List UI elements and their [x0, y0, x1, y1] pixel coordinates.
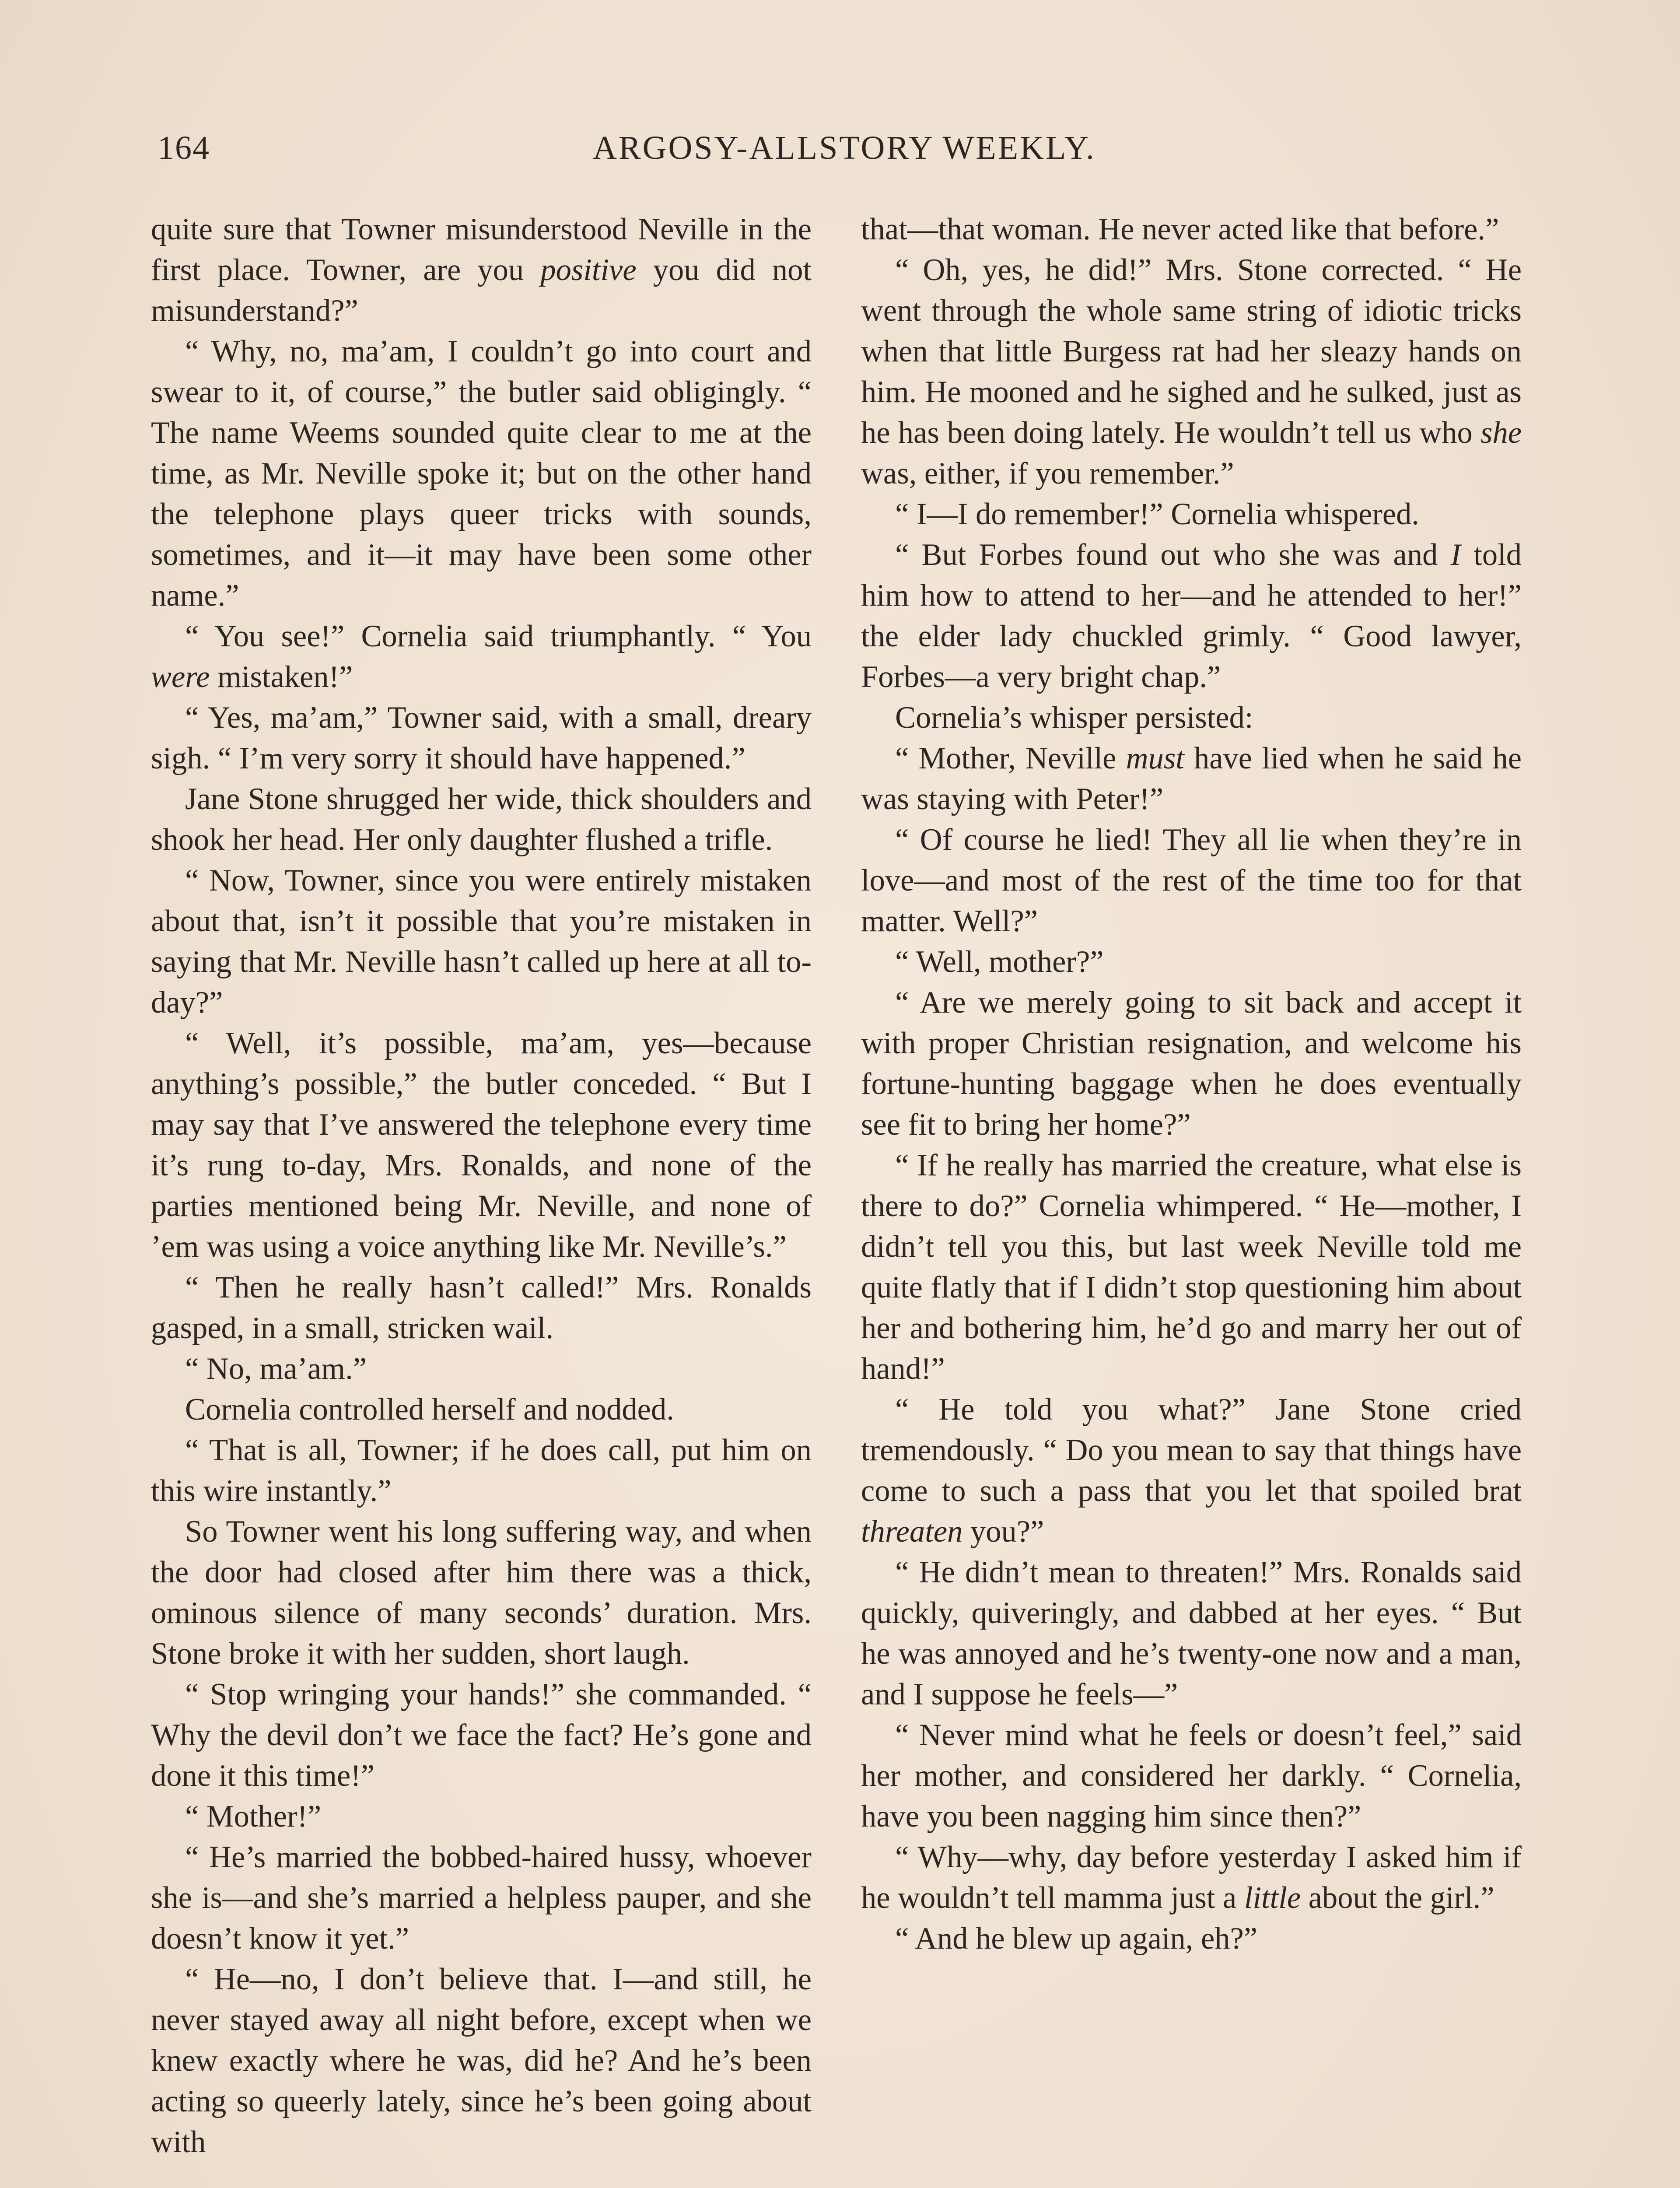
paragraph: [151, 779, 812, 860]
text-run: “ Why—why, day before yesterday I asked him if he wouldn’t tell mamma just a: [861, 1840, 1522, 1915]
italic-text: I: [1450, 538, 1461, 572]
paragraph: [151, 1796, 812, 1837]
text-run: was, either, if you remember.”: [861, 456, 1234, 491]
running-title: ARGOSY-ALLSTORY WEEKLY.: [593, 130, 1096, 166]
text-run: Jane Stone shrugged her wide, thick shoulders and shook her head. Her only daughter flushed a trifle.: [151, 782, 812, 857]
text-run: “ Stop wringing your hands!” she commanded. “ Why the devil don’t we face the fact? He’s gone and done it this time!”: [151, 1677, 812, 1793]
paragraph: [861, 1552, 1522, 1715]
text-run: “ If he really has married the creature, what else is there to do?” Cornelia whimpered. “ He—mother, I didn’t tell you this, but last week Neville told me quite flatly that if I didn’t stop questioning him about her and bothering him, he’d go and marry her out of hand!”: [861, 1148, 1522, 1386]
paragraph: [151, 1511, 812, 1674]
text-run: you did not misunderstand?”: [151, 253, 812, 328]
text-run: “ Of course he lied! They all lie when they’re in love—and most of the rest of the time too for that matter. Well?”: [861, 823, 1522, 938]
text-run: “ Well, mother?”: [895, 945, 1104, 979]
text-run: Cornelia controlled herself and nodded.: [185, 1392, 674, 1427]
text-run: “ Oh, yes, he did!” Mrs. Stone corrected. “ He went through the whole same string of idiotic tricks when that little Burgess rat had her sleazy hands on him. He mooned and he sighed and he sulked, just as he has been doing lately. He wouldn’t tell us who: [861, 253, 1522, 450]
paragraph: [861, 820, 1522, 942]
text-run: “ Never mind what he feels or doesn’t feel,” said her mother, and considered her darkly. “ Cornelia, have you been nagging him since then?”: [861, 1718, 1522, 1834]
paragraph: [861, 1837, 1522, 1918]
paragraph: [151, 1267, 812, 1349]
paragraph: [151, 1349, 812, 1389]
right-text-column: [861, 209, 1522, 1959]
paragraph: [151, 860, 812, 1023]
text-run: Cornelia’s whisper persisted:: [895, 701, 1253, 735]
text-run: “ Then he really hasn’t called!” Mrs. Ronalds gasped, in a small, stricken wail.: [151, 1270, 812, 1345]
italic-text: positive: [540, 253, 637, 287]
text-run: “ Yes, ma’am,” Towner said, with a small, dreary sigh. “ I’m very sorry it should have happened.”: [151, 701, 812, 775]
paragraph: [861, 942, 1522, 982]
italic-text: she: [1480, 416, 1522, 450]
paragraph: [861, 250, 1522, 494]
paragraph: [861, 698, 1522, 738]
text-run: “ No, ma’am.”: [185, 1352, 367, 1386]
paragraph: [151, 331, 812, 616]
text-run: “ He told you what?” Jane Stone cried tremendously. “ Do you mean to say that things have come to such a pass that you let that spoiled brat: [861, 1392, 1522, 1508]
text-run: “ I—I do remember!” Cornelia whispered.: [895, 497, 1420, 531]
text-run: “ He’s married the bobbed-haired hussy, whoever she is—and she’s married a helpless pauper, and she doesn’t know it yet.”: [151, 1840, 812, 1956]
paragraph: [861, 1918, 1522, 1959]
text-run: that—that woman. He never acted like that before.”: [861, 212, 1499, 246]
left-text-column: [151, 209, 812, 2163]
text-run: “ Mother, Neville: [895, 741, 1126, 775]
paragraph: [151, 1674, 812, 1796]
italic-text: were: [151, 660, 210, 694]
paragraph: [151, 1023, 812, 1267]
italic-text: little: [1244, 1881, 1301, 1915]
text-run: you?”: [962, 1515, 1044, 1549]
text-run: “ He didn’t mean to threaten!” Mrs. Ronalds said quickly, quiveringly, and dabbed at her eyes. “ But he was annoyed and he’s twenty-one now and a man, and I suppose he feels—”: [861, 1555, 1522, 1711]
italic-text: must: [1126, 741, 1184, 775]
paragraph: [151, 209, 812, 331]
paragraph: [861, 1715, 1522, 1837]
paragraph: [151, 1389, 812, 1430]
paragraph: [861, 209, 1522, 250]
paragraph: [151, 1430, 812, 1511]
text-run: “ He—no, I don’t believe that. I—and still, he never stayed away all night before, except when we knew exactly where he was, did he? And he’s been acting so queerly lately, since he’s been going about with: [151, 1962, 812, 2159]
text-run: quite sure that Towner misunderstood Neville in the first place. Towner, are you: [151, 212, 812, 287]
text-run: So Towner went his long suffering way, and when the door had closed after him there was a thick, ominous silence of many seconds’ duration. Mrs. Stone broke it with her sudden, short laugh.: [151, 1515, 812, 1671]
text-run: mistaken!”: [210, 660, 353, 694]
paragraph: [151, 616, 812, 698]
paragraph: [861, 738, 1522, 820]
text-run: “ Why, no, ma’am, I couldn’t go into court and swear to it, of course,” the butler said obligingly. “ The name Weems sounded quite clear to me at the time, as Mr. Neville spoke it; but on the other hand the telephone plays queer tricks with sounds, sometimes, and it—it may have been some other name.”: [151, 334, 812, 613]
paragraph: [861, 494, 1522, 535]
text-run: “ That is all, Towner; if he does call, put him on this wire instantly.”: [151, 1433, 812, 1508]
paragraph: [861, 1145, 1522, 1389]
text-run: “ But Forbes found out who she was and: [895, 538, 1451, 572]
text-run: “ Well, it’s possible, ma’am, yes—because anything’s possible,” the butler conceded. “ But I may say that I’ve answered the telephone every time it’s rung to-day, Mrs. Ronalds, and none of the parties mentioned being Mr. Neville, and none of ’em was using a voice anything like Mr. Neville’s.”: [151, 1026, 812, 1264]
text-run: “ Mother!”: [185, 1799, 322, 1834]
text-run: “ You see!” Cornelia said triumphantly. “ You: [185, 619, 812, 653]
page-header: [158, 129, 1531, 177]
italic-text: threaten: [861, 1515, 963, 1549]
paragraph: [861, 982, 1522, 1145]
text-run: told him how to attend to her—and he attended to her!” the elder lady chuckled grimly. “ Good lawyer, Forbes—a very bright chap.”: [861, 538, 1522, 694]
paragraph: [151, 1959, 812, 2163]
text-run: have lied when he said he was staying with Peter!”: [861, 741, 1522, 816]
paragraph: [151, 1837, 812, 1959]
text-run: about the girl.”: [1301, 1881, 1494, 1915]
text-run: “ And he blew up again, eh?”: [895, 1922, 1258, 1956]
paragraph: [861, 1389, 1522, 1552]
paragraph: [861, 535, 1522, 698]
text-run: “ Are we merely going to sit back and accept it with proper Christian resignation, and welcome his fortune-hunting baggage when he does eventually see fit to bring her home?”: [861, 985, 1522, 1142]
paragraph: [151, 698, 812, 779]
text-run: “ Now, Towner, since you were entirely mistaken about that, isn’t it possible that you’re mistaken in saying that Mr. Neville hasn’t called up here at all to-day?”: [151, 863, 812, 1020]
page-number: 164: [158, 130, 210, 166]
